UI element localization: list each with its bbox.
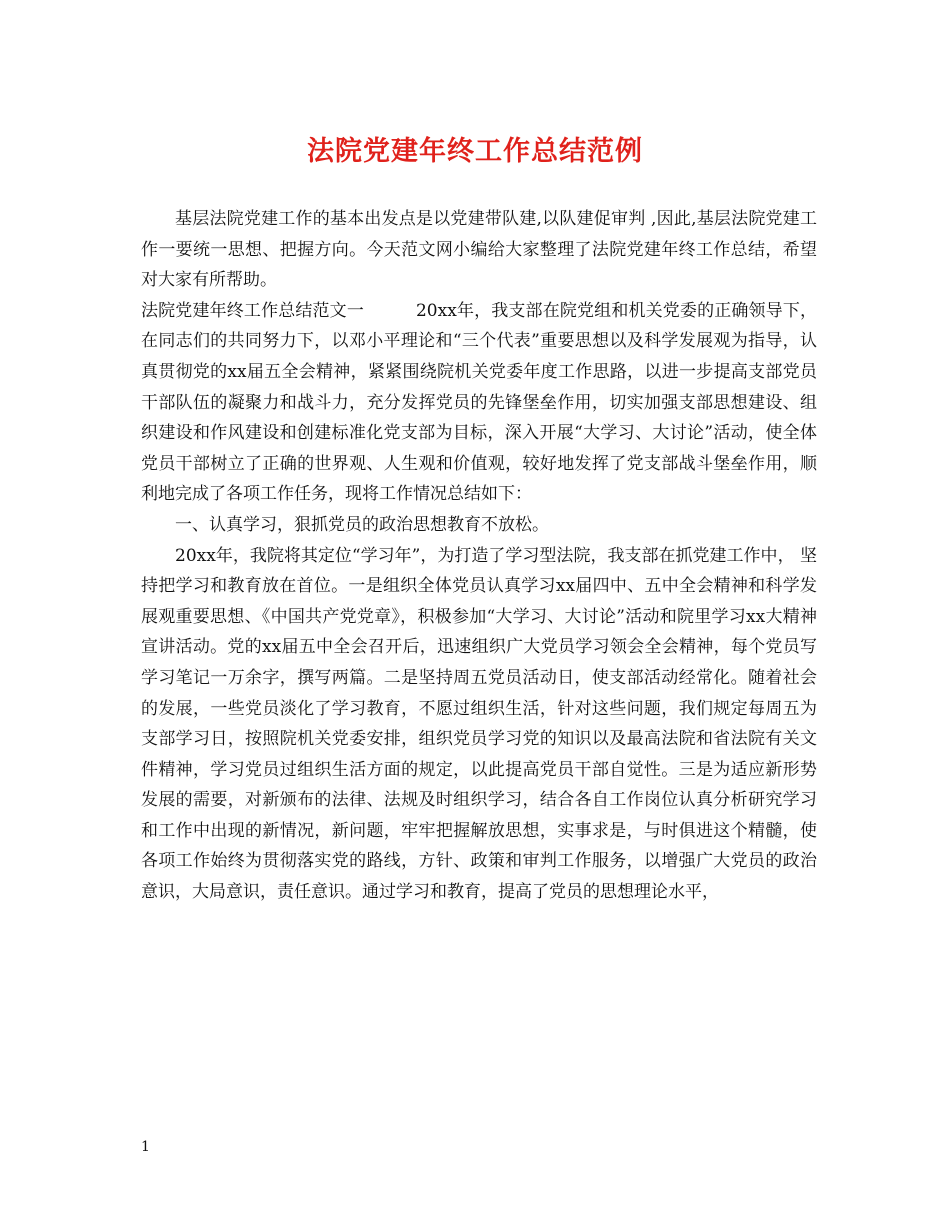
section-text: 20xx年，我支部在院党组和机关党委的正确领导下，在同志们的共同努力下，以邓小平理论和“三个代表”重要思想以及科学发展观为指导，认真贯彻党的xx届五全会精神，紧紧围绕院机关党委年度工作思路，以进一步提高支部党员干部队伍的凝聚力和战斗力，充分发挥党员的先锋堡垒作用，切实加强支部思想建设、组织建设和作风建设和创建标准化党支部为目标，深入开展“大学习、大讨论”活动，使全体党员干部树立了正确的世界观、人生观和价值观，较好地发挥了党支部战斗堡垒作用，顺利地完成了各项工作任务，现将工作情况总结如下：	[141, 300, 817, 505]
intro-paragraph: 基层法院党建工作的基本出发点是以党建带队建,以队建促审判 ,因此,基层法院党建工作一要统一思想、把握方向。今天范文网小编给大家整理了法院党建年终工作总结，希望对大家有所帮助。	[141, 209, 817, 291]
body-paragraph: 20xx年，我院将其定位“学习年”，为打造了学习型法院，我支部在抓党建工作中， 坚持把学习和教育放在首位。一是组织全体党员认真学习xx届四中、五中全会精神和科学发展观重要思想、《中国共产党党章》，积极参加“大学习、大讨论”活动和院里学习xx大精神宣讲活动。党的xx届五中全会召开后，迅速组织广大党员学习领会全会精神，每个党员写学习笔记一万余字，撰写两篇。二是坚持周五党员活动日，使支部活动经常化。随着社会的发展，一些党员淡化了学习教育，不愿过组织生活，针对这些问题，我们规定每周五为支部学习日，按照院机关党委安排，组织党员学习党的知识以及最高法院和省法院有关文件精神，学习党员过组织生活方面的规定，以此提高党员干部自觉性。三是为适应新形势发展的需要，对新颁布的法律、法规及时组织学习，结合各自工作岗位认真分析研究学习和工作中出现的新情况，新问题，牢牢把握解放思想，实事求是，与时俱进这个精髓，使各项工作始终为贯彻落实党的路线，方针、政策和审判工作服务，以增强广大党员的政治意识，大局意识，责任意识。通过学习和教育，提高了党员的思想理论水平，	[141, 545, 817, 903]
section-paragraph	[141, 296, 817, 510]
document-title: 法院党建年终工作总结范例	[307, 136, 643, 167]
section-heading: 一、认真学习，狠抓党员的政治思想教育不放松。	[175, 514, 549, 535]
document-body	[141, 204, 817, 908]
page-number: 1	[141, 1139, 150, 1155]
section-label: 法院党建年终工作总结范文一	[141, 300, 364, 321]
